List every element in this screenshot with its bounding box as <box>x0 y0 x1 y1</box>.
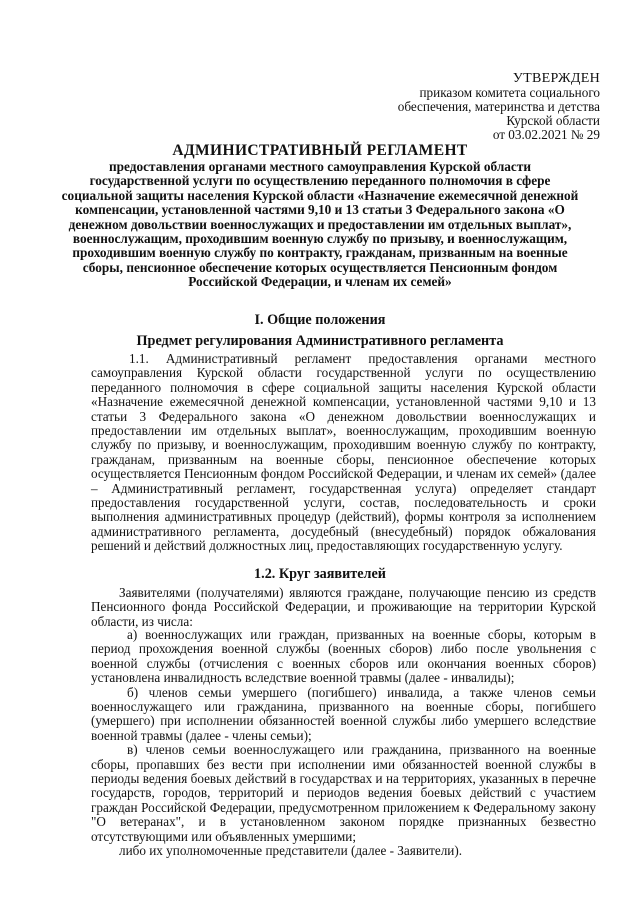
approval-line: Курской области <box>506 113 600 128</box>
approval-heading: УТВЕРЖДЕН <box>512 71 600 86</box>
applicants-list <box>91 628 596 859</box>
paragraph-1-1: 1.1. Административный регламент предоставления органами местного самоуправления Курской области государственной услуги по осуществлению переданного полномочия в сфере социальной защиты населения Курской области «Назначение ежемесячной денежной компенсации, установленной частями 9,10 и 13 статьи 3 Федерального закона «О денежном довольствии военнослужащих и предоставлении им отдельных выплат», военнослужащим, проходившим военную службу по призыву, и военнослужащим, проходившим военную службу по контракту, гражданам, призванным на военные сборы, пенсионное обеспечение которых осуществляется Пенсионным фондом Российской Федерации, и членам их семей» (далее – Административный регламент, государственная услуга) определяет стандарт предоставления государственной услуги, состав, последовательность и сроки выполнения административных процедур (действий), формы контроля за исполнением административного регламента, досудебный (внесудебный) порядок обжалования решений и действий должностных лиц, предоставляющих государственную услугу. <box>91 351 596 554</box>
document-subtitle: предоставления органами местного самоуправления Курской области государственной услуги по осуществлению переданного полномочия в сфере социальной защиты населения Курской области «Назначение ежемесячной денежной компенсации, установленной частями 9,10 и 13 статьи 3 Федерального закона «О денежном довольствии военнослужащих и предоставлении им отдельных выплат», военнослужащим, проходившим военную службу по призыву, и военнослужащим, проходившим военную службу по контракту, гражданам, призванным на военные сборы, пенсионное обеспечение которых осуществляется Пенсионным фондом Российской Федерации, и членам их семей» <box>61 159 579 290</box>
list-item: а) военнослужащих или граждан, призванных на военные сборы, которым в период прохождения военной службы (военных сборов) либо после увольнения с военной службы (отчисления с военных сборов или окончания военных сборов) установлена инвалидность вследствие военной травмы (далее - инвалиды); <box>91 627 596 686</box>
subsection-heading: Предмет регулирования Административного регламента <box>136 333 504 349</box>
list-item: в) членов семьи военнослужащего или гражданина, призванного на военные сборы, пропавших без вести при исполнении ими обязанностей военной службы в периоды ведения боевых действий в государствах и на территориях, указанных в перечне государств, городов, территорий и периодов ведения боевых действий с участием граждан Российской Федерации, предусмотренном приложением к Федеральному закону "О ветеранах", и в установленном законом порядке признанных безвестно отсутствующими или объявленных умершими; <box>91 742 596 844</box>
approval-line: приказом комитета социального <box>419 85 600 100</box>
document-title: АДМИНИСТРАТИВНЫЙ РЕГЛАМЕНТ <box>172 142 468 159</box>
applicants-intro: Заявителями (получателями) являются граждане, получающие пенсию из средств Пенсионного фонда Российской Федерации, и проживающие на территории Курской области, из числа: <box>91 585 596 629</box>
list-item: б) членов семьи умершего (погибшего) инвалида, а также членов семьи военнослужащего или гражданина, призванного на военные сборы, погибшего (умершего) при исполнении обязанностей военной службы либо умершего вследствие военной травмы (далее - члены семьи); <box>91 684 596 743</box>
approval-date: от 03.02.2021 № 29 <box>492 127 600 142</box>
list-closing: либо их уполномоченные представители (далее - Заявители). <box>119 843 463 859</box>
title-block <box>60 142 580 290</box>
approval-line: обеспечения, материнства и детства <box>397 99 600 114</box>
section-heading-applicants: 1.2. Круг заявителей <box>254 566 386 582</box>
section-heading: I. Общие положения <box>254 312 386 328</box>
approval-stamp <box>398 72 600 142</box>
